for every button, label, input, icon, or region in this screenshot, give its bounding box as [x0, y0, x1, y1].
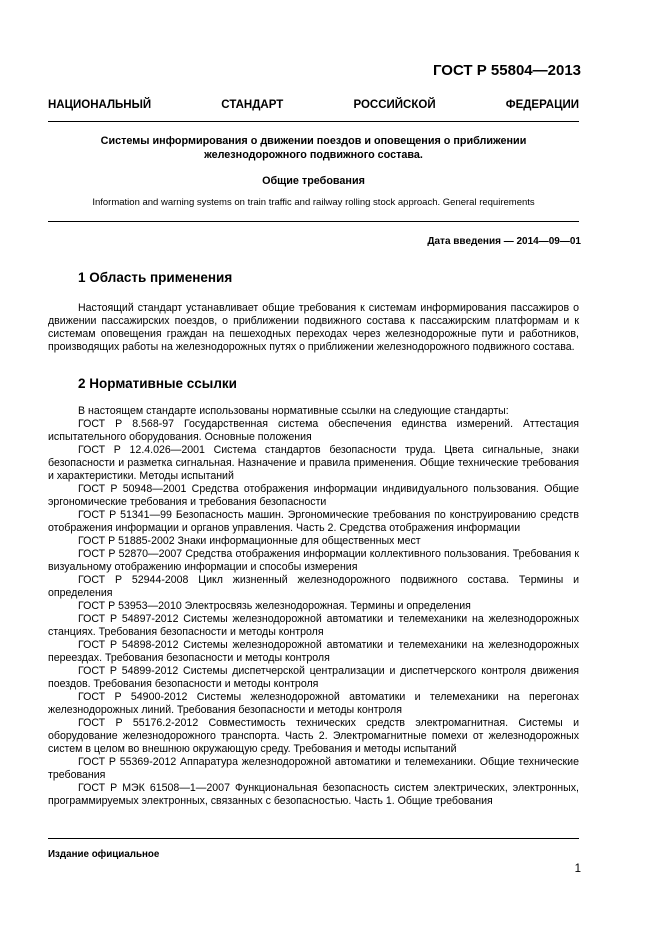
- reference-item: ГОСТ Р 52944-2008 Цикл жизненный железнодорожного подвижного состава. Термины и определения: [48, 574, 579, 599]
- reference-item: ГОСТ Р 8.568-97 Государственная система обеспечения единства измерений. Аттестация испытательного оборудования. Основные положения: [48, 418, 579, 443]
- gost-number: ГОСТ Р 55804—2013: [432, 62, 581, 79]
- reference-item: ГОСТ Р 53953—2010 Электросвязь железнодорожная. Термины и определения: [78, 600, 471, 612]
- title-line-1: Системы информирования о движении поездов и оповещения о приближении: [100, 135, 527, 147]
- section-2-heading: 2 Нормативные ссылки: [78, 376, 237, 391]
- reference-item: ГОСТ Р 52870—2007 Средства отображения информации коллективного пользования. Требования к визуальному отображению информации и способы измерения: [48, 548, 579, 573]
- reference-item: ГОСТ Р 50948—2001 Средства отображения информации индивидуального пользования. Общие эргономические требования и требования безопасности: [48, 483, 579, 508]
- reference-item: ГОСТ Р МЭК 61508—1—2007 Функциональная безопасность систем электрических, электронных, программируемых электронных, связанных с безопасностью. Часть 1. Общие требования: [48, 782, 579, 807]
- title-line-2: железнодорожного подвижного состава.: [204, 148, 423, 161]
- section-1-text: [48, 302, 579, 354]
- section-1-body: Настоящий стандарт устанавливает общие требования к системам информирования пассажиров о движении пассажирских поездов, о приближении подвижного состава к пассажирским платформам и к системам оповещения граждан на пешеходных переходах через железнодорожные пути и работников, производящих работы на железнодорожных путях о приближении железнодорожного подвижного состава.: [48, 302, 579, 353]
- reference-item: ГОСТ Р 51341—99 Безопасность машин. Эргономические требования по конструированию средств отображения информации и органов управления. Часть 2. Средства отображения информации: [48, 509, 579, 534]
- reference-item: ГОСТ Р 55176.2-2012 Совместимость технических средств электромагнитная. Системы и оборудование железнодорожного транспорта. Часть 2. Электромагнитные помехи от железнодорожных систем в целом во внешнюю окружающую среду. Требования и методы испытаний: [48, 717, 579, 755]
- page-number: 1: [574, 863, 581, 875]
- section-1-heading: 1 Область применения: [78, 270, 233, 285]
- document-subtitle: Общие требования: [262, 175, 365, 187]
- normative-references: [48, 405, 579, 808]
- english-title: Information and warning systems on train traffic and railway rolling stock approach. General requirements: [92, 197, 535, 208]
- document-title: [48, 135, 579, 162]
- introduction-date: Дата введения — 2014—09—01: [427, 236, 581, 247]
- reference-item: ГОСТ Р 12.4.026—2001 Система стандартов безопасности труда. Цвета сигнальные, знаки безопасности и разметка сигнальная. Назначение и правила применения. Общие технические требования и характеристики. Методы испытаний: [48, 444, 579, 482]
- reference-item: ГОСТ Р 54900-2012 Системы железнодорожной автоматики и телемеханики на перегонах железнодорожных линий. Требования безопасности и методы контроля: [48, 691, 579, 716]
- reference-item: ГОСТ Р 51885-2002 Знаки информационные для общественных мест: [78, 535, 421, 547]
- reference-item: ГОСТ Р 54898-2012 Системы железнодорожной автоматики и телемеханики на железнодорожных переездах. Требования безопасности и методы контроля: [48, 639, 579, 664]
- national-standard-banner: НАЦИОНАЛЬНЫЙ СТАНДАРТ РОССИЙСКОЙ ФЕДЕРАЦИИ: [48, 99, 579, 111]
- reference-item: ГОСТ Р 54897-2012 Системы железнодорожной автоматики и телемеханики на железнодорожных станциях. Требования безопасности и методы контроля: [48, 613, 579, 638]
- references-intro: В настоящем стандарте использованы нормативные ссылки на следующие стандарты:: [78, 405, 509, 417]
- divider-bottom: [48, 838, 579, 839]
- official-edition-label: Издание официальное: [48, 849, 160, 860]
- reference-item: ГОСТ Р 54899-2012 Системы диспетчерской централизации и диспетчерского контроля движения поездов. Требования безопасности и методы контроля: [48, 665, 579, 690]
- divider-top: [48, 121, 579, 122]
- divider-middle: [48, 221, 579, 222]
- reference-item: ГОСТ Р 55369-2012 Аппаратура железнодорожной автоматики и телемеханики. Общие технические требования: [48, 756, 579, 781]
